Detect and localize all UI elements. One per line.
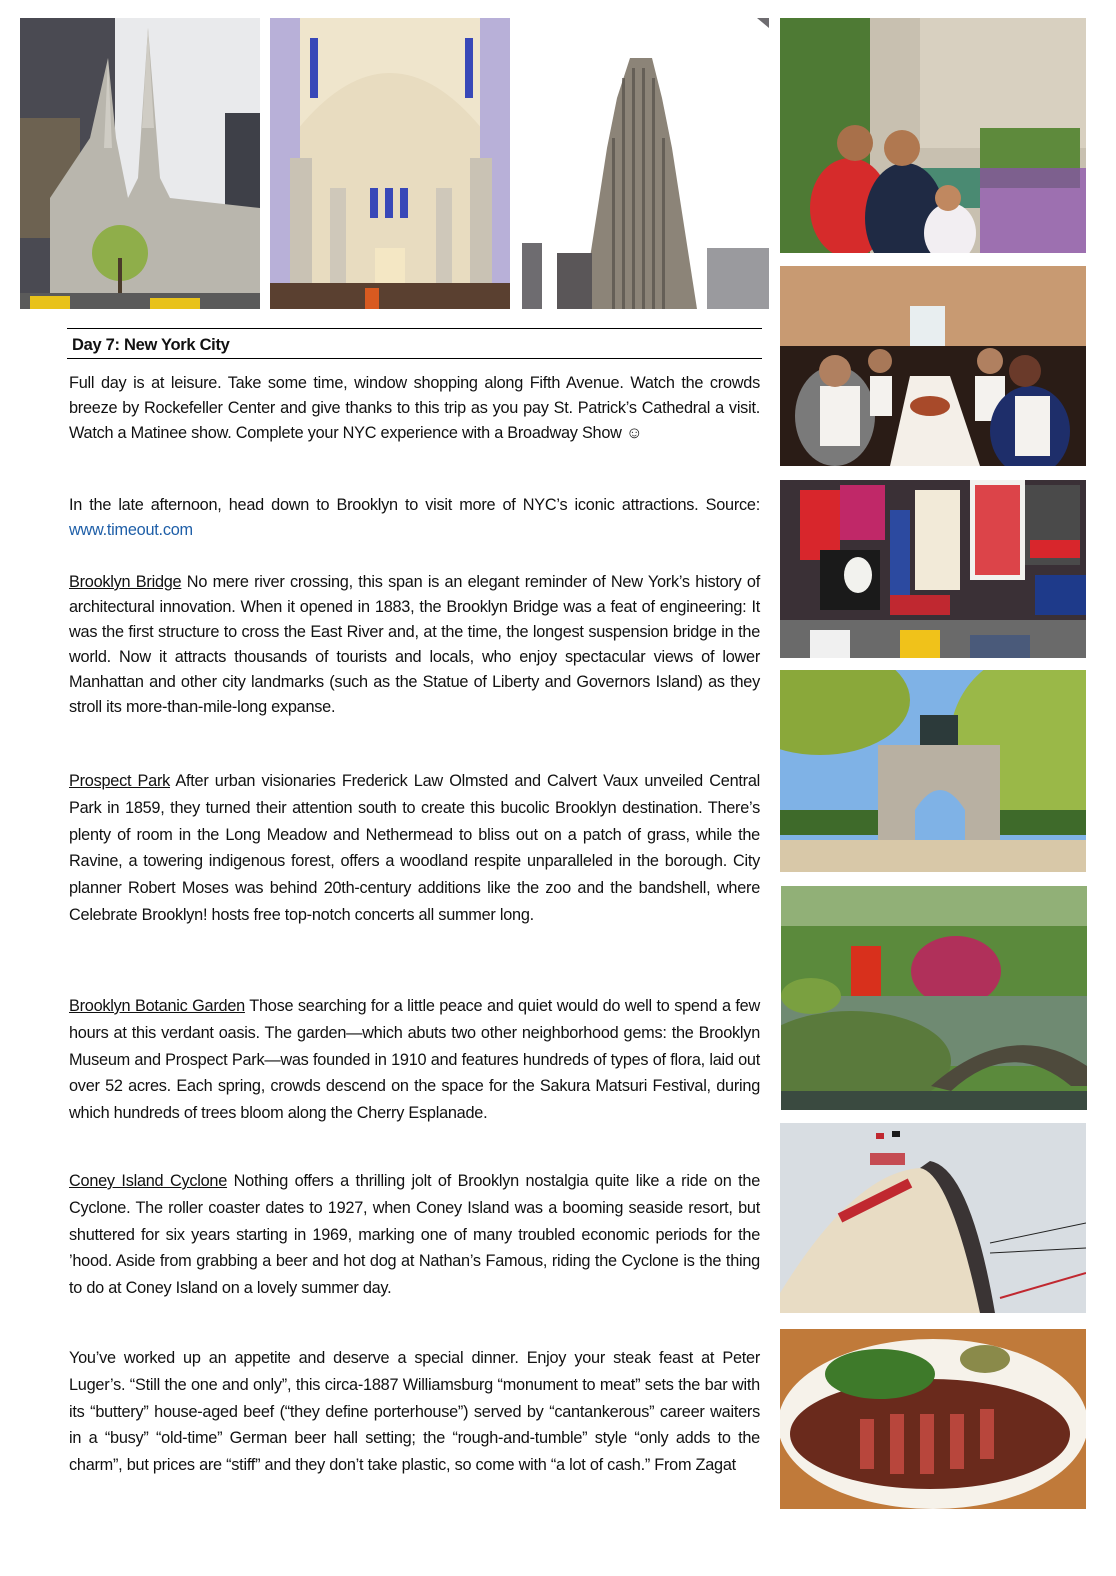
- afternoon-text: In the late afternoon, head down to Brooklyn to visit more of NYC’s iconic attractions. Source:: [69, 496, 760, 514]
- rockefeller-tower-image: [522, 18, 769, 309]
- intro-paragraph: Full day is at leisure. Take some time, window shopping along Fifth Avenue. Watch the crowds breeze by Rockefeller Center and give thanks to this trip as you pay St. Patrick’s Cathedral a visit. Watch a Matinee show. Complete your NYC experience with a Broadway Show ☺: [69, 374, 760, 442]
- cyclone-coaster-image: [780, 1123, 1086, 1313]
- attraction-botanic-garden: [69, 993, 760, 1127]
- dinner-paragraph: You’ve worked up an appetite and deserve a special dinner. Enjoy your steak feast at Peter Luger’s. “Still the one and only”, this circa-1887 Williamsburg “monument to meat” sets the bar with its “buttery” house-aged beef (“they define porterhouse”) served by “cantankerous” career waiters in a “busy” “old-time” German beer hall setting; the “rough-and-tumble” style “only adds to the charm”, but prices are “stiff” and they don’t take plastic, so come with “a lot of cash.” From Zagat: [69, 1349, 760, 1475]
- source-link[interactable]: www.timeout.com: [69, 521, 193, 539]
- afternoon-paragraph: [69, 493, 760, 543]
- photo-st-patricks-exterior: [20, 18, 260, 309]
- photo-family-rockefeller: [780, 18, 1086, 253]
- photo-cyclone-coaster: [780, 1123, 1086, 1313]
- attraction-brooklyn-bridge: [69, 570, 760, 720]
- botanic-garden-image: [781, 886, 1087, 1110]
- photo-palm-dinner: [780, 266, 1086, 466]
- attraction-name: Brooklyn Botanic Garden: [69, 997, 245, 1015]
- palm-dinner-image: [780, 266, 1086, 466]
- attraction-prospect-park: [69, 768, 760, 929]
- attraction-text: Nothing offers a thrilling jolt of Brooklyn nostalgia quite like a ride on the Cyclone. The roller coaster dates to 1927, when Coney Island was a booming seaside resort, but shuttered for six years starting in 1969, marking one of many troubled economic periods for the ’hood. Aside from grabbing a beer and hot dog at Nathan’s Famous, riding the Cyclone is the thing to do at Coney Island on a lovely summer day.: [69, 1172, 760, 1298]
- title-bottom-rule: [67, 358, 762, 359]
- attraction-name: Coney Island Cyclone: [69, 1172, 228, 1190]
- photo-broadway-billboards: [780, 480, 1086, 658]
- attraction-text: After urban visionaries Frederick Law Olmsted and Calvert Vaux unveiled Central Park in 1859, they turned their attention south to create this bucolic Brooklyn destination. There’s plenty of room in the Long Meadow and Nethermead to bliss out on a patch of grass, while the Ravine, a towering indigenous forest, offers a woodland respite unparalleled in the borough. City planner Robert Moses was behind 20th-century additions like the zoo and the bandshell, where Celebrate Brooklyn! hosts free top-notch concerts all summer long.: [69, 772, 760, 924]
- attraction-coney-island-cyclone: [69, 1168, 760, 1302]
- photo-rockefeller-tower: [522, 18, 769, 309]
- photo-steak: [780, 1329, 1086, 1509]
- grand-army-arch-image: [780, 670, 1086, 872]
- photo-grand-army-arch: [780, 670, 1086, 872]
- photo-botanic-garden: [781, 886, 1087, 1110]
- page-title: Day 7: New York City: [72, 336, 230, 354]
- attraction-text: No mere river crossing, this span is an elegant reminder of New York’s history of architectural innovation. When it opened in 1883, the Brooklyn Bridge was a feat of engineering: It was the first structure to cross the East River and, at the time, the longest suspension bridge in the world. Now it attracts thousands of tourists and locals, who enjoy spectacular views of lower Manhattan and other city landmarks (such as the Statue of Liberty and Governors Island) as they stroll its more-than-mile-long expanse.: [69, 573, 760, 716]
- title-top-rule: [67, 328, 762, 329]
- broadway-billboards-image: [780, 480, 1086, 658]
- cathedral-exterior-image: [20, 18, 260, 309]
- steak-image: [780, 1329, 1086, 1509]
- attraction-name: Brooklyn Bridge: [69, 573, 182, 591]
- cathedral-interior-image: [270, 18, 510, 309]
- photo-st-patricks-interior: [270, 18, 510, 309]
- family-rockefeller-image: [780, 18, 1086, 253]
- attraction-name: Prospect Park: [69, 772, 171, 790]
- attraction-text: Those searching for a little peace and quiet would do well to spend a few hours at this verdant oasis. The garden—which abuts two other neighborhood gems: the Brooklyn Museum and Prospect Park—was founded in 1910 and features hundreds of types of flora, laid out over 52 acres. Each spring, crowds descend on the space for the Sakura Matsuri Festival, during which hundreds of trees bloom along the Cherry Esplanade.: [69, 997, 760, 1123]
